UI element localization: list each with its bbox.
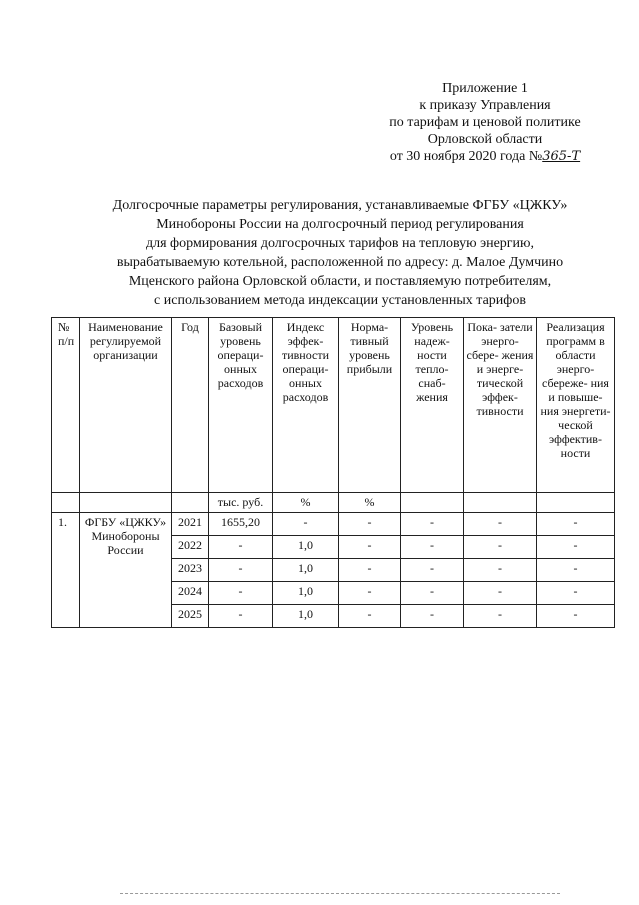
cell-base: - [209, 582, 273, 605]
cell-index: - [273, 513, 339, 536]
appendix-date: от 30 ноября 2020 года № [389, 149, 543, 164]
cell-energy: - [464, 536, 537, 559]
table-units-row [52, 493, 615, 513]
cell-norm: - [339, 605, 401, 628]
cell-reliability: - [401, 559, 464, 582]
cell-base: 1655,20 [209, 513, 273, 536]
cell-year: 2022 [172, 536, 209, 559]
cell-energy: - [464, 605, 537, 628]
cell-year: 2021 [172, 513, 209, 536]
cell-programs: - [537, 582, 615, 605]
cell-reliability: - [401, 536, 464, 559]
cell-index: 1,0 [273, 536, 339, 559]
tariff-parameters-table [51, 317, 615, 628]
cell-reliability: - [401, 582, 464, 605]
cell-base: - [209, 559, 273, 582]
cell-index: 1,0 [273, 582, 339, 605]
cell-norm: - [339, 536, 401, 559]
appendix-region: Орловской области [427, 132, 543, 147]
cell-energy: - [464, 513, 537, 536]
header-energy-programs: Реализация программ в области энерго- сбереже- ния и повыше- ния энергети- ческой эффектив- ности [537, 318, 615, 493]
appendix-order-ref: к приказу Управления [419, 98, 551, 113]
document-title [60, 196, 620, 310]
header-organization: Наименование регулируемой организации [80, 318, 172, 493]
order-number: 365-Т [542, 149, 581, 164]
header-base-level: Базовый уровень операци- онных расходов [209, 318, 273, 493]
organization-name: ФГБУ «ЦЖКУ» Минобороны России [80, 513, 172, 628]
appendix-date-line [360, 148, 610, 165]
title-line-4: вырабатываемую котельной, расположенной по адресу: д. Малое Думчино [116, 255, 564, 270]
header-num: № п/п [52, 318, 80, 493]
cell-index: 1,0 [273, 559, 339, 582]
cell-norm: - [339, 559, 401, 582]
cell-energy: - [464, 582, 537, 605]
title-line-1: Долгосрочные параметры регулирования, устанавливаемые ФГБУ «ЦЖКУ» [112, 198, 568, 213]
header-reliability: Уровень надеж- ности тепло- снаб- жения [401, 318, 464, 493]
header-efficiency-index: Индекс эффек- тивности операци- онных расходов [273, 318, 339, 493]
title-line-6: с использованием метода индексации установленных тарифов [154, 293, 526, 308]
header-normative-profit: Норма- тивный уровень прибыли [339, 318, 401, 493]
cell-energy: - [464, 559, 537, 582]
title-line-2: Минобороны России на долгосрочный период регулирования [156, 217, 524, 232]
cell-base: - [209, 605, 273, 628]
title-line-3: для формирования долгосрочных тарифов на тепловую энергию, [146, 236, 534, 251]
unit-base: тыс. руб. [209, 493, 273, 513]
appendix-authority: по тарифам и ценовой политике [389, 115, 581, 130]
appendix-header [360, 80, 610, 165]
cell-norm: - [339, 513, 401, 536]
scan-edge-line [120, 893, 560, 896]
cell-year: 2023 [172, 559, 209, 582]
unit-index: % [273, 493, 339, 513]
cell-reliability: - [401, 513, 464, 536]
row-number: 1. [52, 513, 80, 628]
cell-index: 1,0 [273, 605, 339, 628]
unit-norm: % [339, 493, 401, 513]
table-row [52, 513, 615, 536]
cell-programs: - [537, 559, 615, 582]
header-energy-indicators: Пока- затели энерго- сбере- жения и энерге- тической эффек- тивности [464, 318, 537, 493]
table-header-row [52, 318, 615, 493]
cell-year: 2025 [172, 605, 209, 628]
cell-programs: - [537, 536, 615, 559]
appendix-title: Приложение 1 [442, 81, 528, 96]
cell-base: - [209, 536, 273, 559]
cell-norm: - [339, 582, 401, 605]
title-line-5: Мценского района Орловской области, и поставляемую потребителям, [128, 274, 552, 289]
cell-programs: - [537, 513, 615, 536]
header-year: Год [172, 318, 209, 493]
cell-reliability: - [401, 605, 464, 628]
cell-programs: - [537, 605, 615, 628]
cell-year: 2024 [172, 582, 209, 605]
